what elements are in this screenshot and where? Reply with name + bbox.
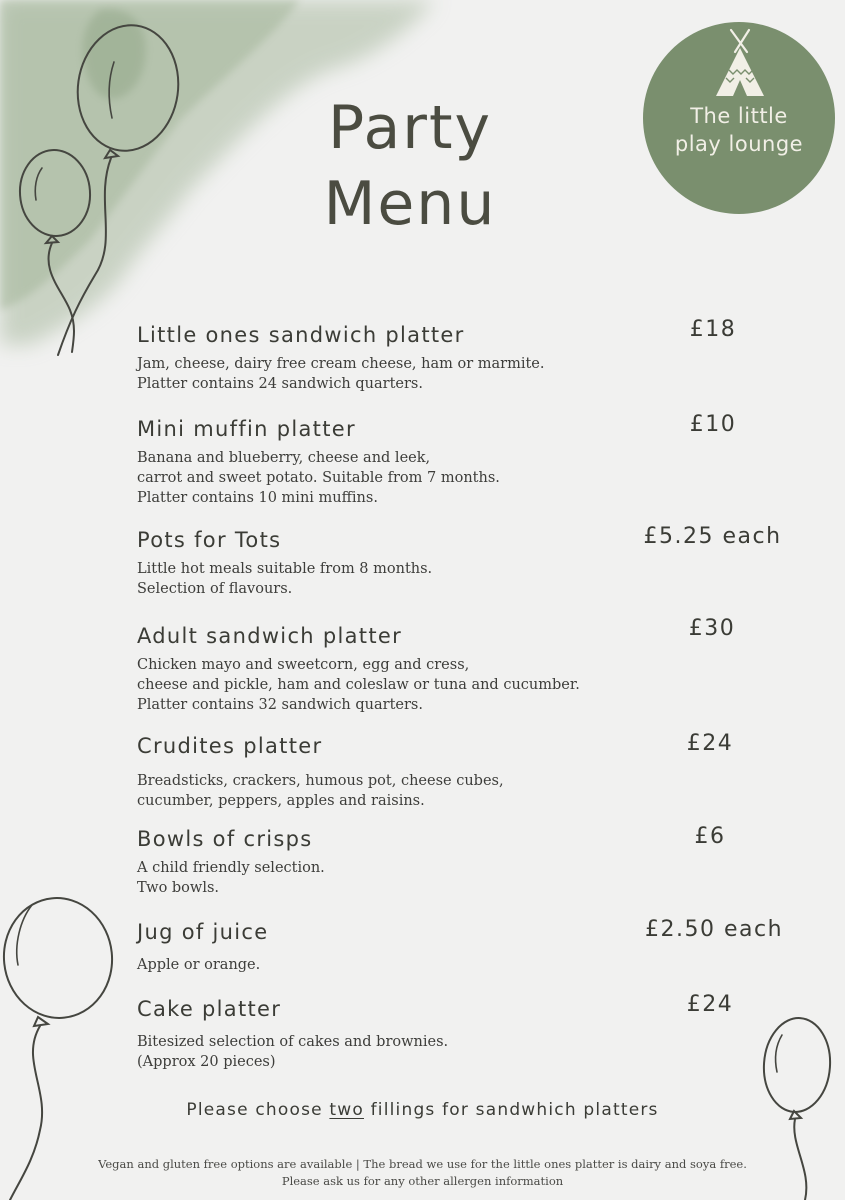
item-name: Adult sandwich platter	[137, 624, 403, 648]
page-title	[300, 90, 520, 242]
item-desc-line: Jam, cheese, dairy free cream cheese, ham or marmite.	[137, 356, 545, 372]
item-price: £30	[688, 616, 736, 641]
item-desc-line: Selection of flavours.	[137, 581, 293, 597]
item-desc-line: cheese and pickle, ham and coleslaw or tuna and cucumber.	[137, 677, 580, 693]
item-price: £10	[689, 412, 737, 437]
item-desc-line: A child friendly selection.	[137, 860, 325, 876]
page-title-line2: Menu	[323, 169, 497, 239]
item-name: Crudites platter	[137, 734, 323, 758]
item-name: Little ones sandwich platter	[137, 323, 465, 347]
brand-name-line1: The little	[690, 104, 788, 128]
item-price: £18	[689, 317, 737, 342]
footer-line: Vegan and gluten free options are available | The bread we use for the little ones platter is dairy and soya free.	[98, 1157, 747, 1171]
item-price: £24	[686, 992, 734, 1017]
brand-name	[643, 102, 835, 158]
filling-note	[0, 1100, 845, 1120]
item-desc-line: Platter contains 32 sandwich quarters.	[137, 697, 423, 713]
footer-line: Please ask us for any other allergen information	[281, 1174, 564, 1188]
note-text: fillings for sandwhich platters	[363, 1100, 659, 1120]
item-desc-line: Platter contains 24 sandwich quarters.	[137, 376, 423, 392]
item-name: Bowls of crisps	[137, 827, 313, 851]
item-description	[137, 354, 797, 394]
item-description	[137, 771, 797, 811]
item-price: £5.25 each	[643, 524, 782, 549]
item-name: Jug of juice	[137, 920, 269, 944]
item-description	[137, 559, 797, 599]
item-desc-line: Little hot meals suitable from 8 months.	[137, 561, 433, 577]
balloon-icon	[0, 893, 118, 1200]
item-description	[137, 955, 797, 975]
item-name: Pots for Tots	[137, 528, 282, 552]
item-desc-line: (Approx 20 pieces)	[137, 1054, 276, 1070]
note-text: Please choose	[186, 1100, 330, 1120]
brand-name-line2: play lounge	[674, 132, 804, 156]
item-desc-line: Apple or orange.	[137, 957, 261, 973]
item-desc-line: Platter contains 10 mini muffins.	[137, 490, 378, 506]
item-desc-line: Banana and blueberry, cheese and leek,	[137, 450, 431, 466]
item-desc-line: cucumber, peppers, apples and raisins.	[137, 793, 425, 809]
item-description	[137, 655, 797, 715]
item-description	[137, 858, 797, 898]
item-price: £6	[694, 824, 726, 849]
item-name: Cake platter	[137, 997, 282, 1021]
item-desc-line: Chicken mayo and sweetcorn, egg and cress,	[137, 657, 470, 673]
item-name: Mini muffin platter	[137, 417, 356, 441]
allergen-footer	[0, 1156, 845, 1190]
note-emphasis: two	[329, 1100, 364, 1120]
item-desc-line: Bitesized selection of cakes and brownies.	[137, 1034, 449, 1050]
item-price: £2.50 each	[644, 917, 784, 942]
item-desc-line: Breadsticks, crackers, humous pot, cheese cubes,	[137, 773, 504, 789]
page-title-line1: Party	[328, 93, 492, 163]
item-price: £24	[686, 731, 734, 756]
item-description	[137, 1032, 797, 1072]
item-desc-line: carrot and sweet potato. Suitable from 7 months.	[137, 470, 500, 486]
item-description	[137, 448, 797, 508]
item-desc-line: Two bowls.	[137, 880, 220, 896]
brand-logo	[643, 22, 835, 214]
